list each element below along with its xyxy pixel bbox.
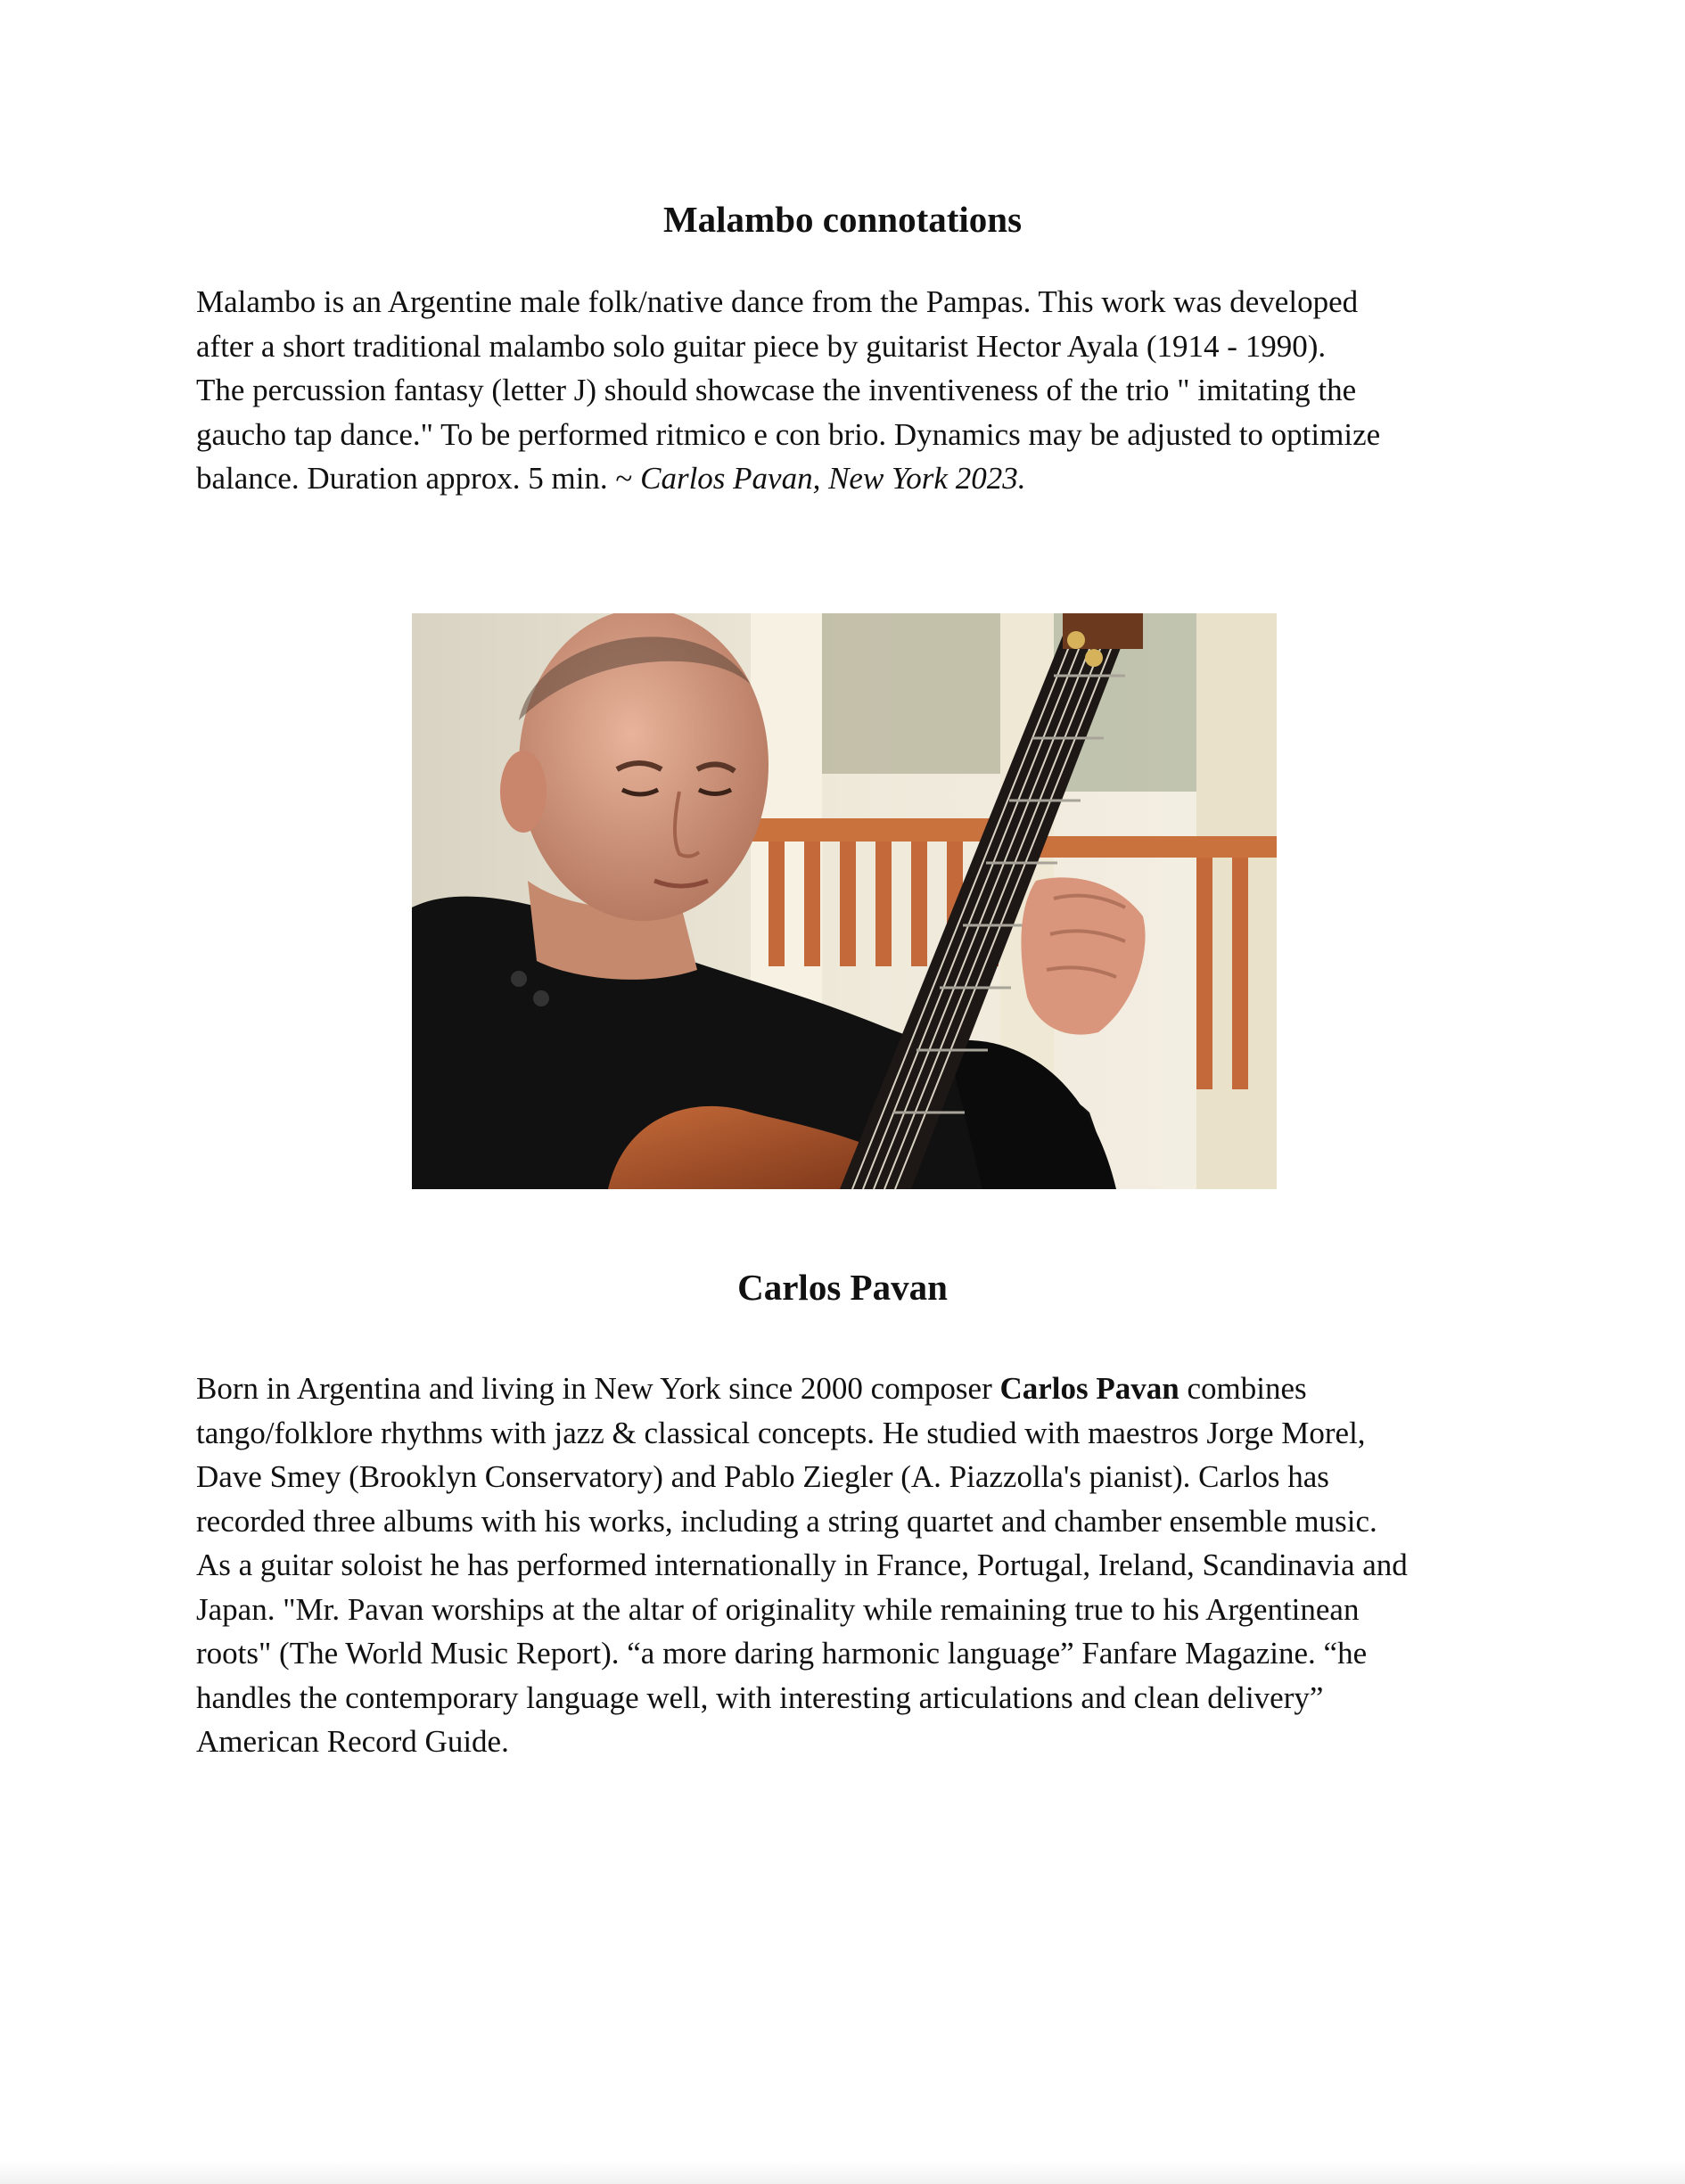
- text-line-plain: balance. Duration approx. 5 min. ~: [196, 461, 641, 496]
- text-line: tango/folklore rhythms with jazz & classical concepts. He studied with maestros Jorge Morel,: [196, 1415, 1366, 1450]
- text-line: gaucho tap dance." To be performed ritmico e con brio. Dynamics may be adjusted to optimize: [196, 416, 1381, 452]
- section-title-carlos-pavan: Carlos Pavan: [737, 1267, 948, 1308]
- text-line: [196, 456, 1507, 501]
- text-line: after a short traditional malambo solo guitar piece by guitarist Hector Ayala (1914 - 1990).: [196, 328, 1327, 364]
- text-line: handles the contemporary language well, with interesting articulations and clean delivery”: [196, 1679, 1324, 1715]
- composer-photo: [412, 613, 1277, 1189]
- text-line: The percussion fantasy (letter J) should showcase the inventiveness of the trio " imitating the: [196, 373, 1357, 407]
- guitarist-photo-illustration: [412, 613, 1277, 1189]
- composer-name-bold: Carlos Pavan: [999, 1371, 1180, 1406]
- text-line: roots" (The World Music Report). “a more daring harmonic language” Fanfare Magazine. “he: [196, 1636, 1368, 1671]
- text-line-plain: Born in Argentina and living in New York since 2000 composer: [196, 1371, 1000, 1406]
- page-bottom-edge: [0, 2161, 1685, 2184]
- composer-biography: [196, 1367, 1507, 1764]
- text-line-plain: combines: [1179, 1371, 1307, 1406]
- text-line: recorded three albums with his works, including a string quartet and chamber ensemble music.: [196, 1503, 1377, 1539]
- text-line: As a guitar soloist he has performed internationally in France, Portugal, Ireland, Scandinavia and: [196, 1548, 1408, 1582]
- text-line: Japan. "Mr. Pavan worships at the altar of originality while remaining true to his Argentinean: [196, 1591, 1360, 1627]
- text-line: American Record Guide.: [196, 1724, 509, 1759]
- text-line: Dave Smey (Brooklyn Conservatory) and Pablo Ziegler (A. Piazzolla's pianist). Carlos has: [196, 1459, 1329, 1494]
- signature-italic: Carlos Pavan, New York 2023.: [640, 461, 1026, 496]
- malambo-description: [196, 280, 1507, 501]
- text-line: [196, 1367, 1507, 1411]
- section-title-malambo: Malambo connotations: [662, 199, 1023, 240]
- text-line: Malambo is an Argentine male folk/native dance from the Pampas. This work was developed: [196, 284, 1359, 319]
